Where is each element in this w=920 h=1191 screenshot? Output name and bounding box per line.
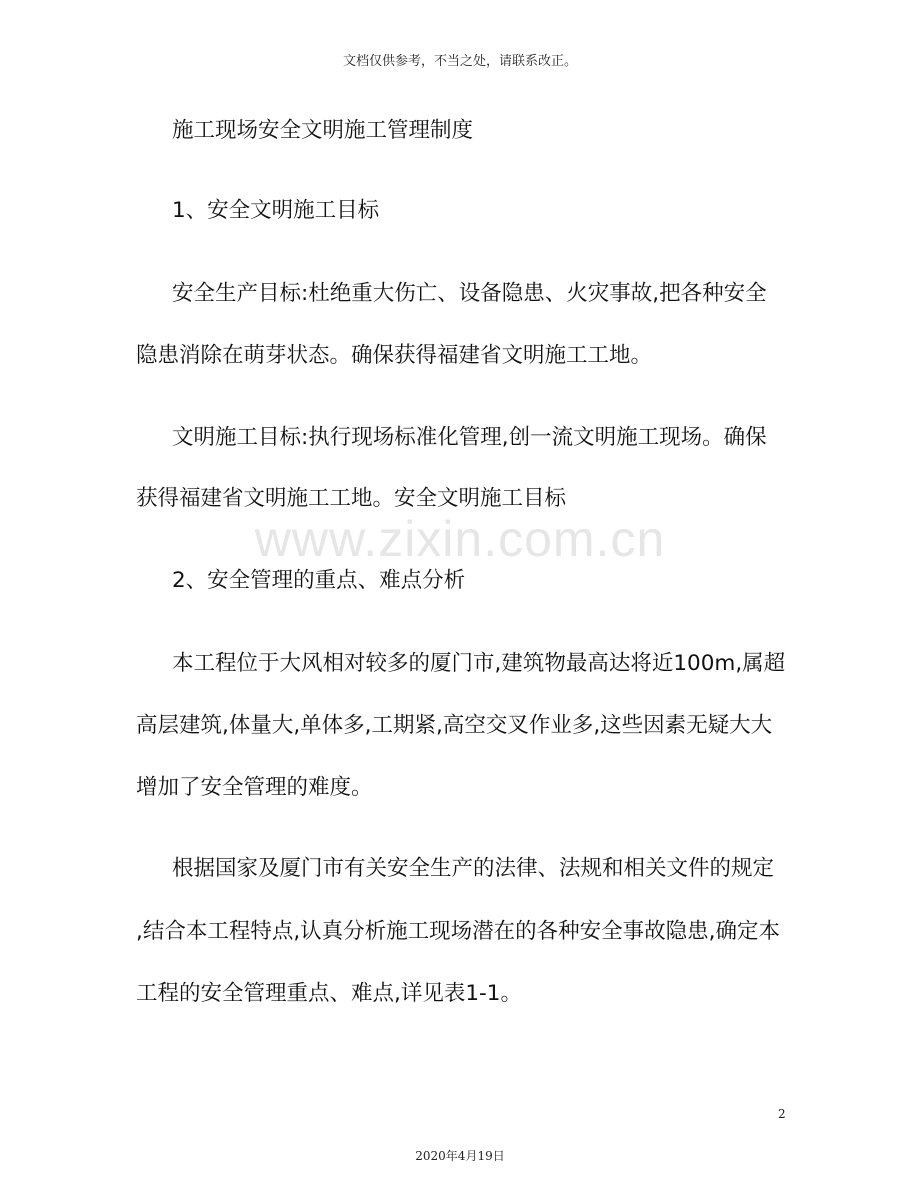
document-title: 施工现场安全文明施工管理制度 [172, 118, 474, 143]
paragraph-1-line-2: 隐患消除在萌芽状态。确保获得福建省文明施工工地。 [136, 343, 653, 368]
paragraph-3-line-2: 高层建筑,体量大,单体多,工期紧,高空交叉作业多,这些因素无疑大大 [136, 713, 773, 738]
paragraph-2-line-1: 文明施工目标:执行现场标准化管理,创一流文明施工现场。确保 [172, 425, 767, 450]
section-1-heading: 1、安全文明施工目标 [172, 198, 380, 223]
paragraph-4-line-3: 工程的安全管理重点、难点,详见表1-1。 [136, 981, 522, 1006]
paragraph-4-line-2: ,结合本工程特点,认真分析施工现场潜在的各种安全事故隐患,确定本 [136, 919, 781, 944]
paragraph-3-line-1: 本工程位于大风相对较多的厦门市,建筑物最高达将近100m,属超 [172, 651, 786, 676]
paragraph-2-line-2: 获得福建省文明施工工地。安全文明施工目标 [136, 486, 567, 511]
watermark: www.zixin.com.cn [254, 511, 666, 567]
page-number: 2 [778, 1107, 786, 1121]
paragraph-4-line-1: 根据国家及厦门市有关安全生产的法律、法规和相关文件的规定 [172, 856, 775, 881]
paragraph-1-line-1: 安全生产目标:杜绝重大伤亡、设备隐患、火灾事故,把各种安全 [172, 281, 767, 306]
footer-date: 2020年4月19日 [415, 1149, 505, 1163]
header-disclaimer: 文档仅供参考，不当之处，请联系改正。 [342, 54, 577, 69]
paragraph-3-line-3: 增加了安全管理的难度。 [136, 775, 373, 800]
section-2-heading: 2、安全管理的重点、难点分析 [172, 568, 466, 593]
